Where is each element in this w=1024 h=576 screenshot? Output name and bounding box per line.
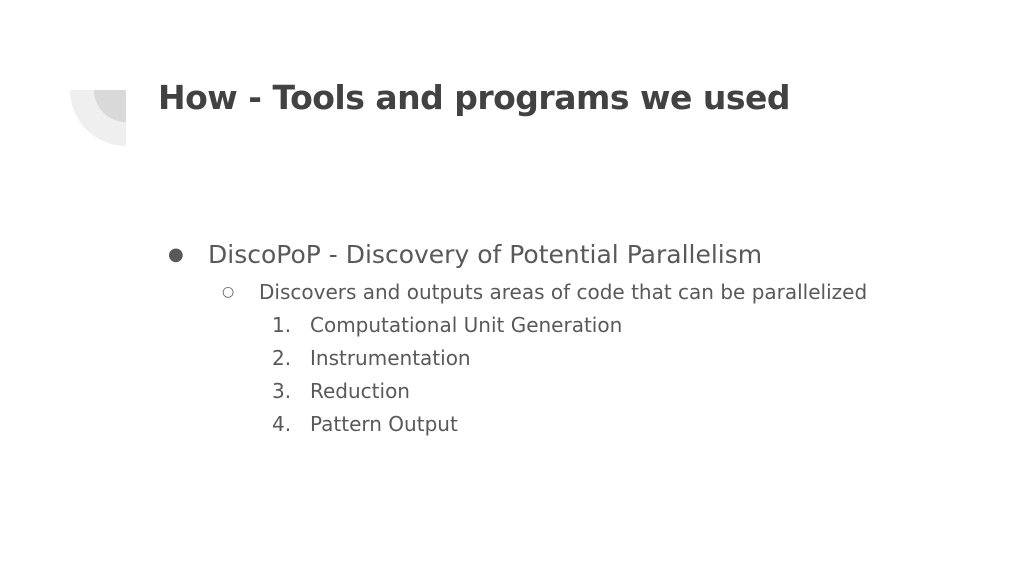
numbered-item-2 bbox=[272, 344, 471, 372]
sub-bullet-text: Discovers and outputs areas of code that can be parallelized bbox=[259, 280, 868, 304]
numbered-item-1 bbox=[272, 311, 622, 339]
item-number: 4. bbox=[272, 412, 292, 436]
bullet-marker: ● bbox=[168, 243, 184, 265]
item-text: Reduction bbox=[310, 379, 410, 403]
item-text: Pattern Output bbox=[310, 412, 458, 436]
item-number: 3. bbox=[272, 379, 292, 403]
sub-bullet-item bbox=[222, 278, 867, 306]
item-number: 2. bbox=[272, 346, 292, 370]
bullet-item bbox=[168, 236, 762, 272]
corner-decoration-icon bbox=[70, 90, 126, 146]
slide-title: How - Tools and programs we used bbox=[158, 78, 790, 117]
item-text: Instrumentation bbox=[310, 346, 471, 370]
bullet-text: DiscoPoP - Discovery of Potential Parallelism bbox=[208, 239, 763, 269]
item-number: 1. bbox=[272, 313, 292, 337]
numbered-item-3 bbox=[272, 377, 410, 405]
numbered-item-4 bbox=[272, 410, 458, 438]
item-text: Computational Unit Generation bbox=[310, 313, 623, 337]
sub-bullet-marker: ○ bbox=[222, 284, 235, 300]
